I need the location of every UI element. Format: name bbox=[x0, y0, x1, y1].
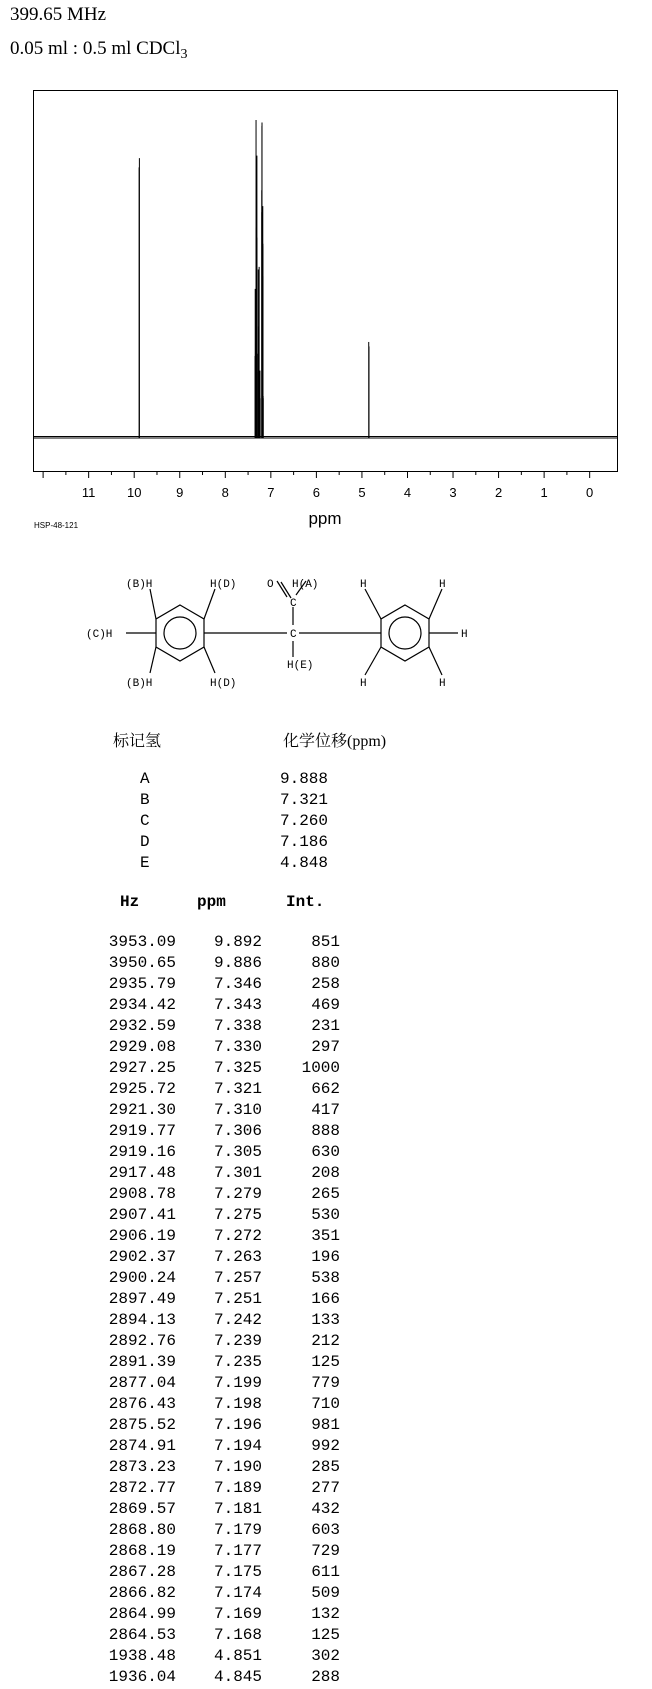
label-a: H(A) bbox=[292, 579, 319, 591]
cell-int: 851 bbox=[311, 933, 340, 951]
table-row bbox=[0, 1059, 400, 1080]
table-row bbox=[0, 933, 400, 954]
cell-hz: 3953.09 bbox=[108, 933, 176, 951]
cell-hz: 2892.76 bbox=[108, 1332, 176, 1350]
table-row bbox=[0, 1227, 400, 1248]
tick-labels bbox=[82, 485, 593, 500]
cell-ppm: 7.168 bbox=[213, 1626, 262, 1644]
table-row bbox=[0, 1584, 400, 1605]
assignment-row bbox=[0, 812, 400, 833]
cell-hz: 2877.04 bbox=[108, 1374, 176, 1392]
cell-ppm: 7.310 bbox=[213, 1101, 262, 1119]
cell-int: 417 bbox=[311, 1101, 340, 1119]
cell-int: 297 bbox=[311, 1038, 340, 1056]
x-tick-label: 0 bbox=[586, 485, 594, 500]
solvent-subscript: 3 bbox=[180, 47, 188, 62]
cell-int: 992 bbox=[311, 1437, 340, 1455]
table-row bbox=[0, 1668, 400, 1689]
right-phenyl-ring bbox=[381, 605, 429, 661]
cell-int: 729 bbox=[311, 1542, 340, 1560]
table-row bbox=[0, 1332, 400, 1353]
cell-hz: 2867.28 bbox=[108, 1563, 176, 1581]
cell-ppm: 7.305 bbox=[213, 1143, 262, 1161]
table-row bbox=[0, 1521, 400, 1542]
assignment-label: E bbox=[140, 854, 150, 872]
table-row bbox=[0, 1353, 400, 1374]
cell-hz: 2864.53 bbox=[108, 1626, 176, 1644]
cell-ppm: 7.346 bbox=[213, 975, 262, 993]
cell-hz: 2934.42 bbox=[108, 996, 176, 1014]
table-row bbox=[0, 1017, 400, 1038]
peak-lines bbox=[139, 120, 369, 438]
atom-o: O bbox=[267, 579, 274, 591]
cell-hz: 2919.77 bbox=[108, 1122, 176, 1140]
table-row bbox=[0, 954, 400, 975]
atom-carbonyl-c: C bbox=[290, 598, 297, 610]
cell-int: 265 bbox=[311, 1185, 340, 1203]
cell-ppm: 4.845 bbox=[213, 1668, 262, 1686]
cell-int: 133 bbox=[311, 1311, 340, 1329]
cell-ppm: 7.198 bbox=[213, 1395, 262, 1413]
label-d-top: H(D) bbox=[210, 579, 237, 591]
cell-int: 779 bbox=[311, 1374, 340, 1392]
cell-ppm: 7.177 bbox=[213, 1542, 262, 1560]
molecule-structure bbox=[80, 565, 500, 715]
cell-ppm: 7.251 bbox=[213, 1290, 262, 1308]
cell-int: 611 bbox=[311, 1563, 340, 1581]
cell-hz: 2906.19 bbox=[108, 1227, 176, 1245]
cell-hz: 2908.78 bbox=[108, 1185, 176, 1203]
cell-int: 277 bbox=[311, 1479, 340, 1497]
cell-ppm: 9.892 bbox=[213, 933, 262, 951]
spectrometer-frequency: 399.65 MHz bbox=[10, 4, 107, 25]
cell-hz: 2874.91 bbox=[108, 1437, 176, 1455]
cell-hz: 2897.49 bbox=[108, 1290, 176, 1308]
table-row bbox=[0, 1290, 400, 1311]
table-row bbox=[0, 1080, 400, 1101]
cell-ppm: 7.174 bbox=[213, 1584, 262, 1602]
cell-int: 880 bbox=[311, 954, 340, 972]
cell-hz: 2929.08 bbox=[108, 1038, 176, 1056]
cell-ppm: 7.338 bbox=[213, 1017, 262, 1035]
label-d-bottom: H(D) bbox=[210, 678, 237, 690]
cell-int: 1000 bbox=[301, 1059, 340, 1077]
cell-ppm: 7.306 bbox=[213, 1122, 262, 1140]
cell-int: 166 bbox=[311, 1290, 340, 1308]
cell-hz: 2868.80 bbox=[108, 1521, 176, 1539]
cell-int: 888 bbox=[311, 1122, 340, 1140]
cell-int: 469 bbox=[311, 996, 340, 1014]
cell-ppm: 7.175 bbox=[213, 1563, 262, 1581]
cell-hz: 2902.37 bbox=[108, 1248, 176, 1266]
assignment-shift: 7.321 bbox=[280, 791, 329, 809]
cell-ppm: 7.179 bbox=[213, 1521, 262, 1539]
cell-int: 132 bbox=[311, 1605, 340, 1623]
cell-hz: 3950.65 bbox=[108, 954, 176, 972]
x-tick-label: 3 bbox=[449, 485, 457, 500]
cell-int: 302 bbox=[311, 1647, 340, 1665]
cell-int: 509 bbox=[311, 1584, 340, 1602]
cell-ppm: 7.279 bbox=[213, 1185, 262, 1203]
x-tick-label: 1 bbox=[540, 485, 548, 500]
assignment-shift-header: 化学位移(ppm) bbox=[283, 733, 387, 750]
cell-int: 662 bbox=[311, 1080, 340, 1098]
cell-ppm: 7.169 bbox=[213, 1605, 262, 1623]
cell-ppm: 7.257 bbox=[213, 1269, 262, 1287]
cell-int: 212 bbox=[311, 1332, 340, 1350]
table-row bbox=[0, 1164, 400, 1185]
cell-hz: 2935.79 bbox=[108, 975, 176, 993]
assignment-row bbox=[0, 791, 400, 812]
atom-h-ring2-top-left: H bbox=[360, 579, 367, 591]
cell-ppm: 7.181 bbox=[213, 1500, 262, 1518]
table-row bbox=[0, 1500, 400, 1521]
cell-int: 981 bbox=[311, 1416, 340, 1434]
left-phenyl-ring bbox=[156, 605, 204, 661]
atom-h-ring2-top-right: H bbox=[439, 579, 446, 591]
cell-int: 125 bbox=[311, 1626, 340, 1644]
assignment-label: C bbox=[140, 812, 150, 830]
assignment-shift: 7.186 bbox=[280, 833, 329, 851]
table-row bbox=[0, 1437, 400, 1458]
cell-hz: 2921.30 bbox=[108, 1101, 176, 1119]
cell-ppm: 7.242 bbox=[213, 1311, 262, 1329]
table-row bbox=[0, 1416, 400, 1437]
assignment-row bbox=[0, 770, 400, 791]
table-row bbox=[0, 975, 400, 996]
assignment-shift: 7.260 bbox=[280, 812, 329, 830]
solvent-text: 0.05 ml : 0.5 ml CDCl bbox=[10, 38, 181, 59]
cell-ppm: 7.189 bbox=[213, 1479, 262, 1497]
table-row bbox=[0, 1206, 400, 1227]
header-int: Int. bbox=[286, 893, 325, 911]
atom-h-ring2-bottom-left: H bbox=[360, 678, 367, 690]
cell-int: 530 bbox=[311, 1206, 340, 1224]
assignment-row bbox=[0, 833, 400, 854]
table-row bbox=[0, 1122, 400, 1143]
cell-int: 351 bbox=[311, 1227, 340, 1245]
x-tick-label: 7 bbox=[267, 485, 275, 500]
atom-h-ring2-para: H bbox=[461, 629, 468, 641]
cell-ppm: 7.235 bbox=[213, 1353, 262, 1371]
table-row bbox=[0, 1374, 400, 1395]
assignment-label: D bbox=[140, 833, 150, 851]
assignment-label-header: 标记氢 bbox=[113, 733, 162, 750]
cell-hz: 2917.48 bbox=[108, 1164, 176, 1182]
plot-frame bbox=[34, 91, 618, 472]
cell-int: 125 bbox=[311, 1353, 340, 1371]
assignment-row bbox=[0, 854, 400, 875]
assignment-shift: 9.888 bbox=[280, 770, 329, 788]
atom-h-ring2-bottom-right: H bbox=[439, 678, 446, 690]
cell-hz: 2927.25 bbox=[108, 1059, 176, 1077]
x-tick-label: 9 bbox=[176, 485, 184, 500]
assignment-label: B bbox=[140, 791, 150, 809]
cell-int: 603 bbox=[311, 1521, 340, 1539]
table-row bbox=[0, 1248, 400, 1269]
tick-marks bbox=[43, 472, 590, 478]
cell-ppm: 7.321 bbox=[213, 1080, 262, 1098]
cell-int: 288 bbox=[311, 1668, 340, 1686]
cell-ppm: 7.275 bbox=[213, 1206, 262, 1224]
cell-int: 231 bbox=[311, 1017, 340, 1035]
cell-ppm: 4.851 bbox=[213, 1647, 262, 1665]
cell-hz: 2873.23 bbox=[108, 1458, 176, 1476]
cell-int: 208 bbox=[311, 1164, 340, 1182]
cell-ppm: 7.190 bbox=[213, 1458, 262, 1476]
x-tick-label: 11 bbox=[81, 485, 96, 500]
cell-ppm: 7.272 bbox=[213, 1227, 262, 1245]
cell-hz: 2894.13 bbox=[108, 1311, 176, 1329]
x-tick-label: 4 bbox=[403, 485, 412, 500]
table-row bbox=[0, 1101, 400, 1122]
table-row bbox=[0, 1563, 400, 1584]
x-tick-label: 6 bbox=[312, 485, 321, 500]
table-row bbox=[0, 1185, 400, 1206]
cell-hz: 2932.59 bbox=[108, 1017, 176, 1035]
cell-ppm: 7.196 bbox=[213, 1416, 262, 1434]
cell-hz: 2907.41 bbox=[108, 1206, 176, 1224]
table-row bbox=[0, 1605, 400, 1626]
cell-ppm: 7.343 bbox=[213, 996, 262, 1014]
cell-hz: 1936.04 bbox=[108, 1668, 176, 1686]
cell-hz: 2919.16 bbox=[108, 1143, 176, 1161]
table-row bbox=[0, 1626, 400, 1647]
cell-int: 432 bbox=[311, 1500, 340, 1518]
table-row bbox=[0, 1479, 400, 1500]
nmr-spectrum-chart bbox=[0, 0, 652, 560]
cell-hz: 2868.19 bbox=[108, 1542, 176, 1560]
cell-hz: 2869.57 bbox=[108, 1500, 176, 1518]
cell-ppm: 7.330 bbox=[213, 1038, 262, 1056]
cell-int: 710 bbox=[311, 1395, 340, 1413]
label-e: H(E) bbox=[287, 660, 314, 672]
cell-hz: 2876.43 bbox=[108, 1395, 176, 1413]
table-row bbox=[0, 1647, 400, 1668]
cell-int: 196 bbox=[311, 1248, 340, 1266]
assignment-label: A bbox=[140, 770, 150, 788]
x-tick-label: 10 bbox=[126, 485, 142, 500]
cell-ppm: 7.194 bbox=[213, 1437, 262, 1455]
cell-hz: 2866.82 bbox=[108, 1584, 176, 1602]
header-ppm: ppm bbox=[197, 893, 226, 911]
x-tick-label: 2 bbox=[494, 485, 503, 500]
cell-hz: 2864.99 bbox=[108, 1605, 176, 1623]
cell-ppm: 9.886 bbox=[213, 954, 262, 972]
cell-int: 630 bbox=[311, 1143, 340, 1161]
cell-ppm: 7.239 bbox=[213, 1332, 262, 1350]
x-tick-label: 8 bbox=[221, 485, 229, 500]
cell-hz: 2925.72 bbox=[108, 1080, 176, 1098]
assignment-shift: 4.848 bbox=[280, 854, 329, 872]
cell-ppm: 7.263 bbox=[213, 1248, 262, 1266]
cell-ppm: 7.199 bbox=[213, 1374, 262, 1392]
label-c: (C)H bbox=[86, 629, 113, 641]
x-tick-label: 5 bbox=[358, 485, 366, 500]
cell-ppm: 7.325 bbox=[213, 1059, 262, 1077]
cell-int: 285 bbox=[311, 1458, 340, 1476]
label-b-bottom: (B)H bbox=[126, 678, 153, 690]
cell-hz: 1938.48 bbox=[108, 1647, 176, 1665]
table-row bbox=[0, 1269, 400, 1290]
atom-methine-c: C bbox=[290, 629, 297, 641]
table-row bbox=[0, 1311, 400, 1332]
label-b-top: (B)H bbox=[126, 579, 153, 591]
table-row bbox=[0, 1395, 400, 1416]
table-row bbox=[0, 1458, 400, 1479]
table-row bbox=[0, 1038, 400, 1059]
spectrum-code: HSP-48-121 bbox=[34, 521, 79, 530]
cell-hz: 2875.52 bbox=[108, 1416, 176, 1434]
cell-hz: 2872.77 bbox=[108, 1479, 176, 1497]
x-axis-label: ppm bbox=[308, 509, 342, 528]
cell-int: 538 bbox=[311, 1269, 340, 1287]
table-row bbox=[0, 996, 400, 1017]
table-row bbox=[0, 1143, 400, 1164]
cell-hz: 2891.39 bbox=[108, 1353, 176, 1371]
cell-hz: 2900.24 bbox=[108, 1269, 176, 1287]
header-hz: Hz bbox=[120, 893, 140, 911]
cell-int: 258 bbox=[311, 975, 340, 993]
cell-ppm: 7.301 bbox=[213, 1164, 262, 1182]
table-row bbox=[0, 1542, 400, 1563]
